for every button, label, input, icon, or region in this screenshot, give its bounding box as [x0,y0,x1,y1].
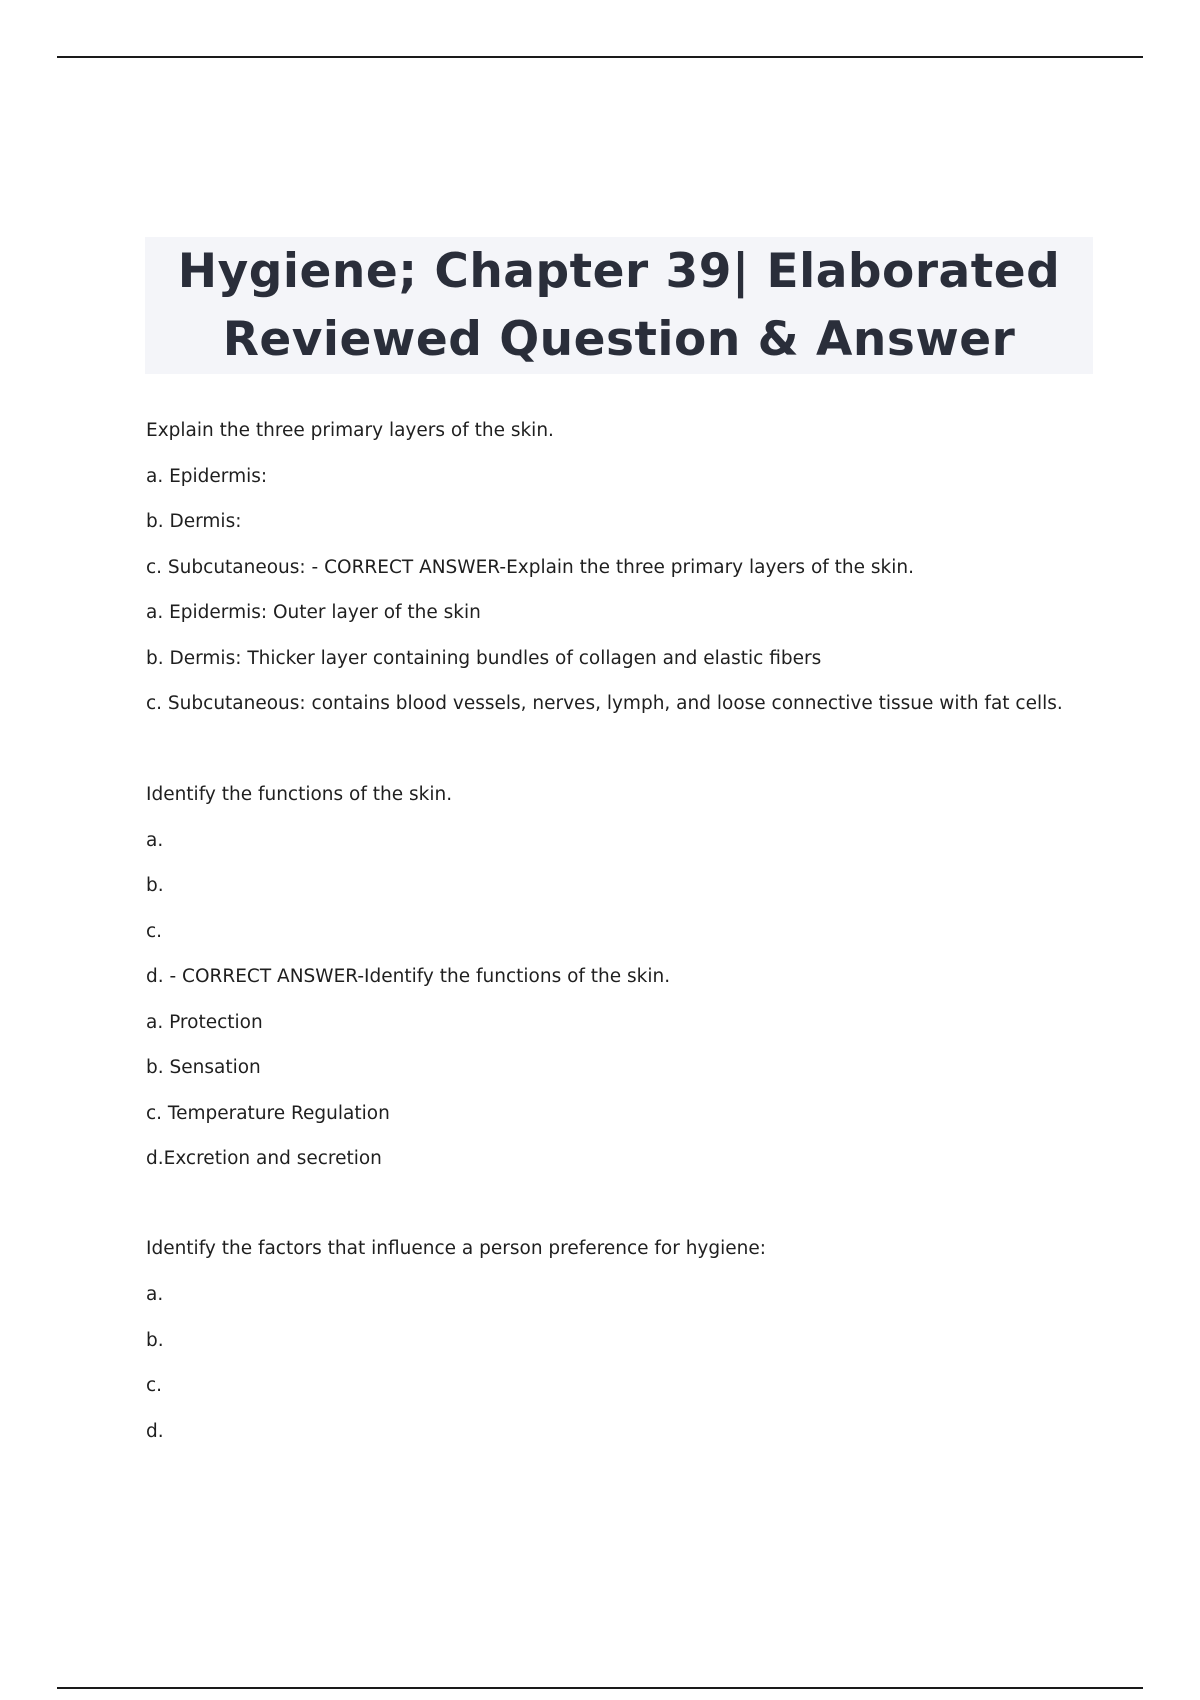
answer-line: c. Subcutaneous: contains blood vessels, nerves, lymph, and loose connective tissue with fat cells. [146,693,1063,714]
answer-header-line: d. - CORRECT ANSWER-Identify the functions of the skin. [146,966,671,987]
question-line: a. Epidermis: [146,466,268,487]
answer-line: b. Dermis: Thicker layer containing bundles of collagen and elastic fibers [146,648,822,669]
document-title-banner [145,237,1093,374]
header-rule [57,56,1143,58]
question-line: a. [146,1284,164,1305]
question-line: b. [146,875,164,896]
footer-rule [57,1687,1143,1689]
question-line: a. [146,830,164,851]
answer-header-line: c. Subcutaneous: - CORRECT ANSWER-Explain the three primary layers of the skin. [146,557,914,578]
question-line: c. [146,921,163,942]
question-prompt: Explain the three primary layers of the skin. [146,420,554,441]
answer-line: d.Excretion and secretion [146,1148,382,1169]
question-line: d. [146,1421,164,1442]
question-line: c. [146,1375,163,1396]
answer-line: b. Sensation [146,1057,261,1078]
question-line: b. Dermis: [146,511,242,532]
question-prompt: Identify the functions of the skin. [146,784,453,805]
question-line: b. [146,1330,164,1351]
document-title-line-1: Hygiene; Chapter 39| Elaborated [177,243,1061,299]
document-title-line-2: Reviewed Question & Answer [222,311,1016,367]
answer-line: a. Protection [146,1012,263,1033]
answer-line: a. Epidermis: Outer layer of the skin [146,602,481,623]
question-prompt: Identify the factors that influence a person preference for hygiene: [146,1238,766,1259]
answer-line: c. Temperature Regulation [146,1103,390,1124]
